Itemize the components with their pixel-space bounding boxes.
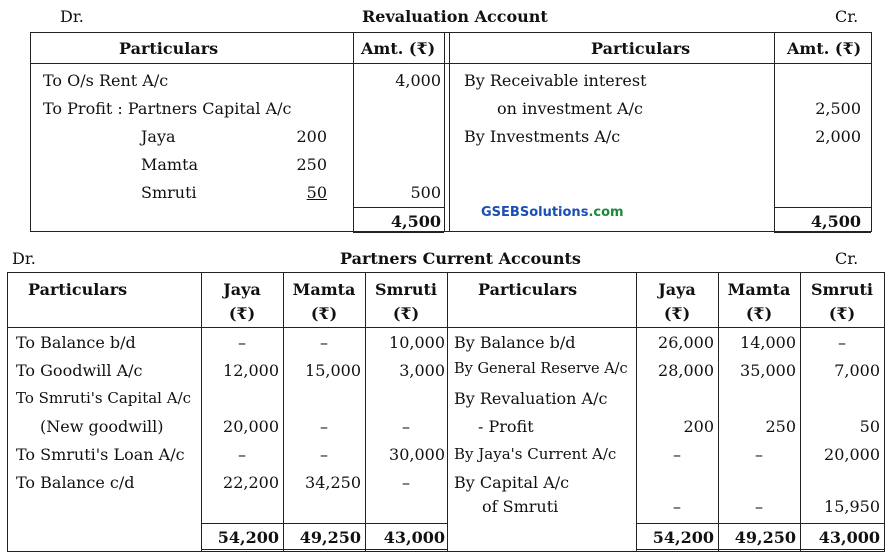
rev-left-row-text: Jaya <box>141 127 176 146</box>
pc-left-row-smruti: – <box>402 473 410 492</box>
pc-right-jaya-header: Jaya <box>658 280 696 299</box>
pc-right-smruti-rupee: (₹) <box>828 304 856 323</box>
rev-left-row-text: Mamta <box>141 155 199 174</box>
pc-right-row-text: By Revaluation A/c <box>454 389 608 408</box>
pc-left-row-mamta: 34,250 <box>305 473 361 492</box>
pc-left-row-mamta: – <box>320 445 328 464</box>
rev-left-row-sub: 200 <box>296 127 327 146</box>
pc-right-row-text: By Capital A/c <box>454 473 570 492</box>
rev-left-row-amt: 4,000 <box>395 71 441 90</box>
pc-right-row-jaya: 28,000 <box>658 361 714 380</box>
pc-left-row-text: To Balance b/d <box>16 333 136 352</box>
pc-left-mamta-rupee: (₹) <box>310 304 338 323</box>
pc-left-row-jaya: 22,200 <box>223 473 279 492</box>
pc-right-row-mamta: – <box>755 445 763 464</box>
pc-right-row-jaya: 26,000 <box>658 333 714 352</box>
pc-right-row-smruti: – <box>838 333 846 352</box>
pc-left-row-mamta: 15,000 <box>305 361 361 380</box>
rev-right-particulars-header: Particulars <box>591 39 691 58</box>
pc-right-row-mamta: 14,000 <box>740 333 796 352</box>
rev-right-amt-header: Amt. (₹) <box>787 39 862 58</box>
pc-right-row-mamta: – <box>755 497 763 516</box>
pc-dr-label: Dr. <box>12 249 36 268</box>
pc-right-row-mamta: 35,000 <box>740 361 796 380</box>
rev-left-row-text: To O/s Rent A/c <box>43 71 169 90</box>
pc-right-row-mamta: 250 <box>765 417 796 436</box>
rev-left-row-amt: 500 <box>410 183 441 202</box>
rev-total-left: 4,500 <box>390 212 441 231</box>
pc-right-row-smruti: 20,000 <box>824 445 880 464</box>
pc-left-row-mamta: – <box>320 417 328 436</box>
rev-cr-label: Cr. <box>835 7 859 26</box>
pc-total-left-mamta: 49,250 <box>299 528 361 547</box>
pc-left-smruti-rupee: (₹) <box>392 304 420 323</box>
pc-total-left-smruti: 43,000 <box>383 528 445 547</box>
pc-left-row-jaya: 20,000 <box>223 417 279 436</box>
partners-current-table <box>7 272 885 552</box>
rev-total-right: 4,500 <box>810 212 861 231</box>
pc-left-row-smruti: 30,000 <box>389 445 445 464</box>
pc-left-jaya-header: Jaya <box>223 280 261 299</box>
pc-right-jaya-rupee: (₹) <box>663 304 691 323</box>
pc-left-particulars-header: Particulars <box>28 280 128 299</box>
pc-right-row-jaya: – <box>673 497 681 516</box>
pc-left-row-mamta: – <box>320 333 328 352</box>
rev-left-amt-header: Amt. (₹) <box>361 39 436 58</box>
pc-cr-label: Cr. <box>835 249 859 268</box>
gseb-watermark-logo: GSEBSolutions.com <box>481 205 624 220</box>
pc-left-jaya-rupee: (₹) <box>228 304 256 323</box>
pc-left-row-jaya: 12,000 <box>223 361 279 380</box>
pc-right-row-text: of Smruti <box>482 497 559 516</box>
pc-left-row-smruti: 3,000 <box>399 361 445 380</box>
pc-left-row-text: (New goodwill) <box>40 417 164 436</box>
pc-total-right-smruti: 43,000 <box>818 528 880 547</box>
rev-dr-label: Dr. <box>60 7 84 26</box>
rev-right-row-text: By Investments A/c <box>464 127 621 146</box>
rev-left-row-text: To Profit : Partners Capital A/c <box>43 99 292 118</box>
rev-right-row-amt: 2,500 <box>815 99 861 118</box>
pc-left-row-jaya: – <box>238 445 246 464</box>
pc-right-mamta-rupee: (₹) <box>745 304 773 323</box>
pc-total-right-jaya: 54,200 <box>652 528 714 547</box>
pc-right-row-smruti: 50 <box>859 417 880 436</box>
pc-right-row-text: - Profit <box>478 417 534 436</box>
rev-right-row-text: on investment A/c <box>497 99 643 118</box>
pc-left-row-text: To Smruti's Loan A/c <box>16 445 185 464</box>
pc-right-smruti-header: Smruti <box>810 280 873 299</box>
pc-right-particulars-header: Particulars <box>478 280 578 299</box>
pc-right-row-smruti: 7,000 <box>834 361 880 380</box>
pc-right-row-text: By Balance b/d <box>454 333 576 352</box>
rev-right-row-text: By Receivable interest <box>464 71 647 90</box>
pc-right-row-text: By Jaya's Current A/c <box>454 445 617 463</box>
rev-title: Revaluation Account <box>362 7 548 26</box>
pc-title: Partners Current Accounts <box>340 249 581 268</box>
pc-left-row-smruti: – <box>402 417 410 436</box>
pc-right-row-jaya: – <box>673 445 681 464</box>
pc-right-mamta-header: Mamta <box>727 280 791 299</box>
pc-total-left-jaya: 54,200 <box>217 528 279 547</box>
rev-left-row-text: Smruti <box>141 183 197 202</box>
revaluation-table <box>30 32 872 232</box>
pc-right-row-text: By General Reserve A/c <box>454 361 628 377</box>
pc-total-right-mamta: 49,250 <box>734 528 796 547</box>
pc-right-row-smruti: 15,950 <box>824 497 880 516</box>
pc-left-row-text: To Balance c/d <box>16 473 135 492</box>
rev-right-row-amt: 2,000 <box>815 127 861 146</box>
pc-right-row-jaya: 200 <box>683 417 714 436</box>
pc-left-mamta-header: Mamta <box>292 280 356 299</box>
pc-left-row-jaya: – <box>238 333 246 352</box>
pc-left-row-text: To Smruti's Capital A/c <box>16 389 192 407</box>
rev-left-particulars-header: Particulars <box>119 39 219 58</box>
pc-left-smruti-header: Smruti <box>374 280 437 299</box>
pc-left-row-text: To Goodwill A/c <box>16 361 143 380</box>
rev-left-row-sub: 50 <box>306 183 327 202</box>
rev-left-row-sub: 250 <box>296 155 327 174</box>
pc-left-row-smruti: 10,000 <box>389 333 445 352</box>
